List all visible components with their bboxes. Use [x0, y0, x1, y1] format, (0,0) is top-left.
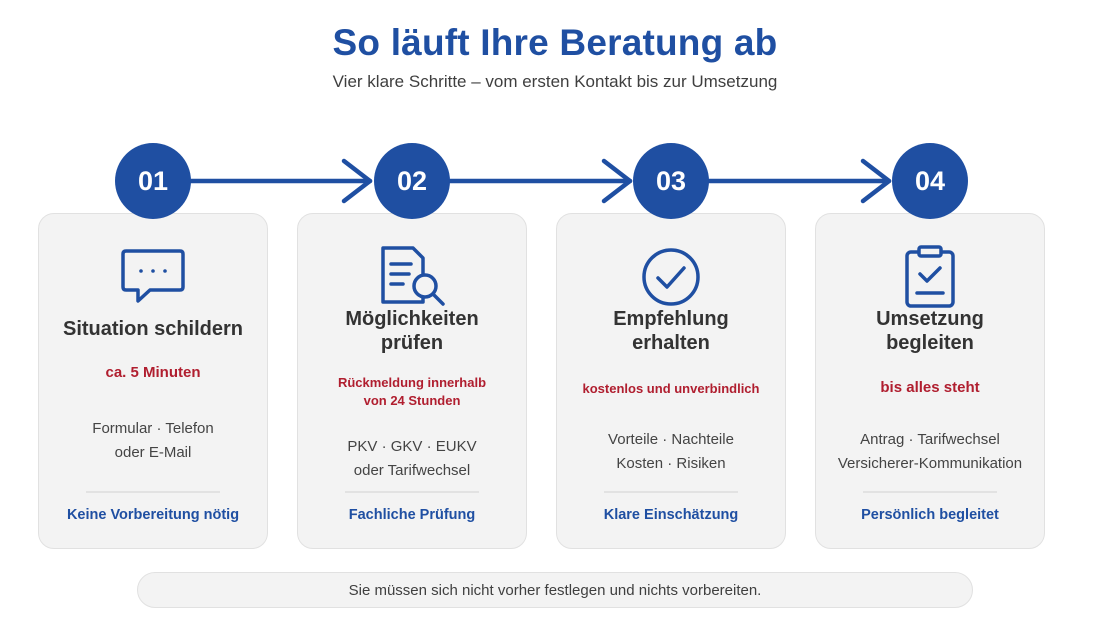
step-title-line: erhalten [632, 332, 710, 354]
step-title-line: begleiten [886, 332, 974, 354]
step-description [304, 435, 520, 483]
step-card-2 [297, 213, 527, 549]
step-divider [345, 491, 479, 493]
step-number-badge-4: 04 [892, 143, 968, 219]
check-circle-icon [557, 242, 785, 312]
step-duration [822, 379, 1038, 397]
step-title-line: Situation schildern [62, 318, 244, 340]
page-subtitle: Vier klare Schritte – vom ersten Kontakt bis zur Umsetzung [332, 72, 778, 91]
step-duration [45, 364, 261, 382]
step-duration-line: von 24 Stunden [363, 393, 461, 408]
page-title: So läuft Ihre Beratung ab [332, 22, 778, 63]
step-number-badge-2: 02 [374, 143, 450, 219]
step-description [45, 417, 261, 465]
step-duration [563, 380, 779, 398]
step-description [822, 428, 1038, 476]
step-title [563, 307, 779, 355]
step-number-badge-1: 01 [115, 143, 191, 219]
step-footer: Klare Einschätzung [603, 507, 739, 523]
step-description-line: Formular · Telefon [92, 420, 214, 437]
step-description-line: Antrag · Tarifwechsel [860, 431, 1000, 448]
step-title-line: prüfen [380, 332, 444, 354]
step-footer: Fachliche Prüfung [348, 507, 476, 523]
step-footer: Keine Vorbereitung nötig [66, 507, 240, 523]
step-divider [86, 491, 220, 493]
step-card-3 [556, 213, 786, 549]
step-description-line: Versicherer-Kommunikation [837, 455, 1023, 472]
chat-bubble-icon [39, 242, 267, 312]
document-search-icon [298, 242, 526, 312]
step-description-line: Vorteile · Nachteile [608, 431, 734, 448]
step-description-line: oder Tarifwechsel [353, 462, 471, 479]
step-title-line: Möglichkeiten [345, 308, 479, 330]
step-duration-line: bis alles steht [880, 379, 980, 396]
step-card-1 [38, 213, 268, 549]
step-title-line: Empfehlung [613, 308, 729, 330]
arrowhead-2-3 [604, 161, 630, 201]
step-number-badge-3: 03 [633, 143, 709, 219]
step-card-4 [815, 213, 1045, 549]
arrowhead-1-2 [344, 161, 370, 201]
step-description-line: oder E-Mail [114, 444, 192, 461]
step-footer: Persönlich begleitet [861, 507, 999, 523]
step-title [304, 307, 520, 355]
step-description-line: PKV · GKV · EUKV [347, 438, 477, 455]
step-duration-line: Rückmeldung innerhalb [337, 375, 487, 390]
step-description-line: Kosten · Risiken [616, 455, 726, 472]
step-title-line: Umsetzung [876, 308, 984, 330]
step-description [563, 428, 779, 476]
step-title [822, 307, 1038, 355]
step-duration-line: kostenlos und unverbindlich [582, 381, 760, 396]
step-duration-line: ca. 5 Minuten [105, 364, 201, 381]
step-duration [304, 374, 520, 410]
step-divider [863, 491, 997, 493]
step-divider [604, 491, 738, 493]
step-title [45, 317, 261, 341]
bottom-note: Sie müssen sich nicht vorher festlegen und nichts vorbereiten. [137, 572, 973, 608]
clipboard-check-icon [816, 242, 1044, 312]
arrowhead-3-4 [863, 161, 889, 201]
